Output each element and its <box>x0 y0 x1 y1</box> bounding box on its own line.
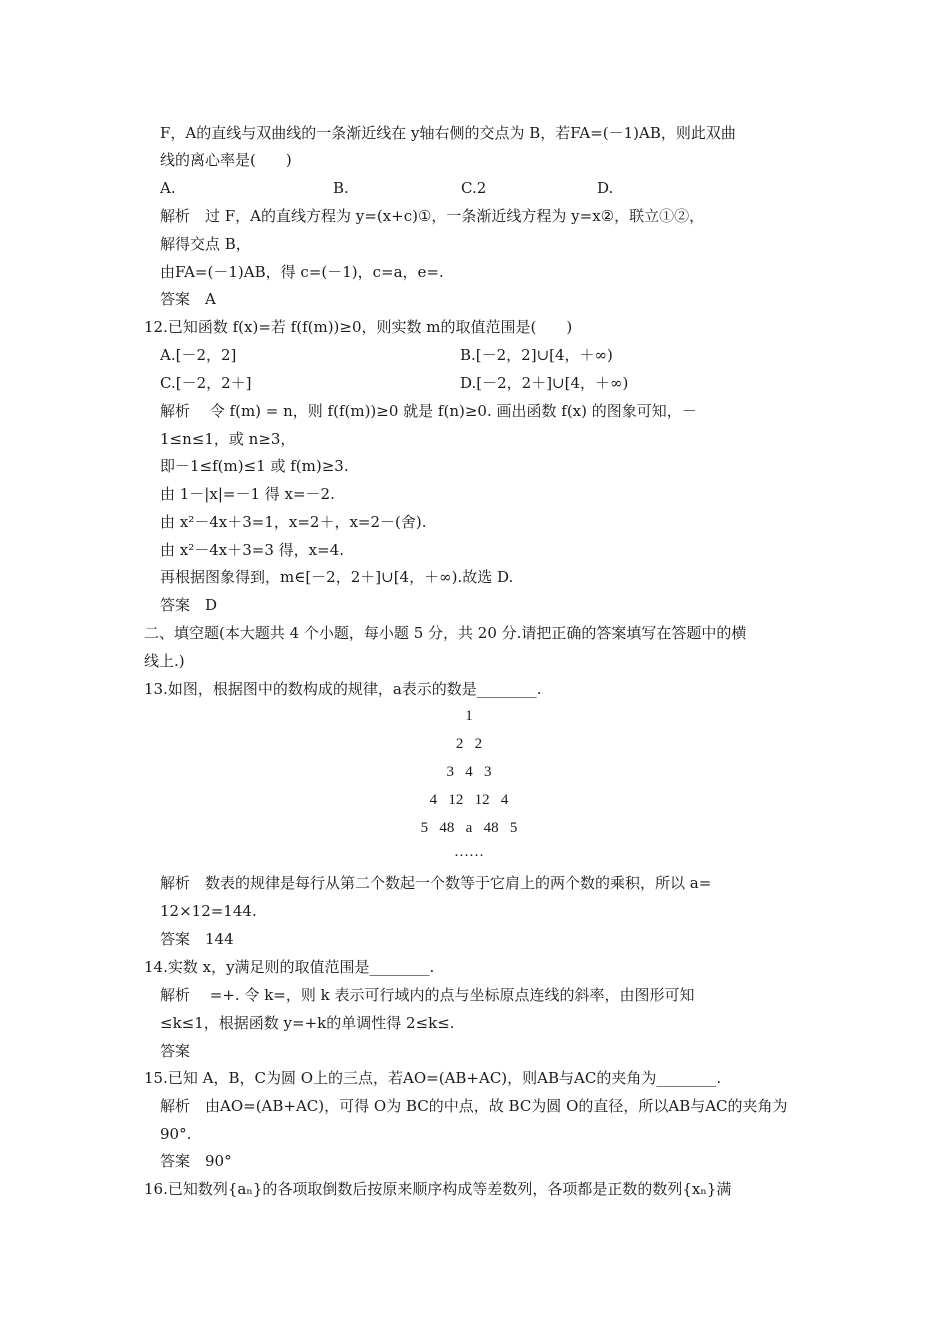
number-triangle-ellipsis: …… <box>454 844 484 860</box>
analysis-line: 即－1≤f(m)≤1 或 f(m)≥3. <box>160 457 349 475</box>
number-triangle-row: 4 12 12 4 <box>429 792 509 808</box>
answer-line: 答案 D <box>160 596 218 614</box>
number-triangle-row: 1 <box>465 708 473 724</box>
analysis-line: 解析 过 F，A的直线方程为 y=(x+c)①，一条渐近线方程为 y=x②，联立①②， <box>160 207 705 225</box>
analysis-line: 由 1－|x|=－1 得 x=－2. <box>160 485 335 503</box>
text-line: 线的离心率是( ) <box>160 151 292 169</box>
section-heading: 二、填空题(本大题共 4 个小题，每小题 5 分，共 20 分.请把正确的答案填写在答题中的横 <box>144 624 747 642</box>
analysis-line: 1≤n≤1，或 n≥3， <box>160 430 296 448</box>
analysis-line: 解析 由AO=(AB+AC)，可得 O为 BC的中点，故 BC为圆 O的直径，所以AB与AC的夹角为 <box>160 1097 788 1115</box>
option-a: A.[－2，2] <box>160 346 237 364</box>
option-a: A. <box>160 179 176 197</box>
analysis-line: 由FA=(－1)AB，得 c=(－1)，c=a，e=. <box>160 263 444 281</box>
option-c: C.[－2，2＋] <box>160 374 252 392</box>
analysis-line: 解得交点 B， <box>160 235 251 253</box>
option-d: D. <box>597 179 614 197</box>
analysis-line: 12×12=144. <box>160 902 257 920</box>
analysis-line: 解析 =+. 令 k=，则 k 表示可行域内的点与坐标原点连线的斜率，由图形可知 <box>160 986 695 1004</box>
option-b: B. <box>333 179 349 197</box>
question-12: 12.已知函数 f(x)=若 f(f(m))≥0，则实数 m的取值范围是( ) <box>144 318 573 336</box>
analysis-line: 由 x²－4x＋3=3 得，x=4. <box>160 541 345 559</box>
answer-line: 答案 90° <box>160 1152 232 1170</box>
number-triangle-row: 2 2 <box>455 736 483 752</box>
analysis-line: 90°. <box>160 1125 192 1143</box>
section-heading: 线上.) <box>144 652 185 670</box>
number-triangle-row: 5 48 a 48 5 <box>420 820 518 836</box>
question-13: 13.如图，根据图中的数构成的规律，a表示的数是________. <box>144 680 542 698</box>
question-15: 15.已知 A，B，C为圆 O上的三点，若AO=(AB+AC)，则AB与AC的夹角为________. <box>144 1069 722 1087</box>
answer-line: 答案 A <box>160 290 216 308</box>
analysis-line: 解析 数表的规律是每行从第二个数起一个数等于它肩上的两个数的乘积，所以 a= <box>160 874 712 892</box>
question-14: 14.实数 x，y满足则的取值范围是________. <box>144 958 435 976</box>
question-16: 16.已知数列{aₙ}的各项取倒数后按原来顺序构成等差数列，各项都是正数的数列{xₙ}满 <box>144 1180 732 1198</box>
analysis-line: 再根据图象得到，m∈[－2，2＋]∪[4，＋∞).故选 D. <box>160 568 514 586</box>
analysis-line: 解析 令 f(m) = n，则 f(f(m))≥0 就是 f(n)≥0. 画出函数 f(x) 的图象可知，－ <box>160 402 697 420</box>
option-b: B.[－2，2]∪[4，＋∞) <box>460 346 613 364</box>
answer-line: 答案 <box>160 1042 191 1060</box>
analysis-line: ≤k≤1，根据函数 y=+k的单调性得 2≤k≤. <box>160 1014 455 1032</box>
text-line: F，A的直线与双曲线的一条渐近线在 y轴右侧的交点为 B，若FA=(－1)AB，则此双曲 <box>160 124 736 142</box>
option-d: D.[－2，2＋]∪[4，＋∞) <box>460 374 629 392</box>
number-triangle-row: 3 4 3 <box>446 764 492 780</box>
answer-line: 答案 144 <box>160 930 234 948</box>
option-c: C.2 <box>461 179 487 197</box>
analysis-line: 由 x²－4x＋3=1，x=2＋，x=2－(舍). <box>160 513 427 531</box>
